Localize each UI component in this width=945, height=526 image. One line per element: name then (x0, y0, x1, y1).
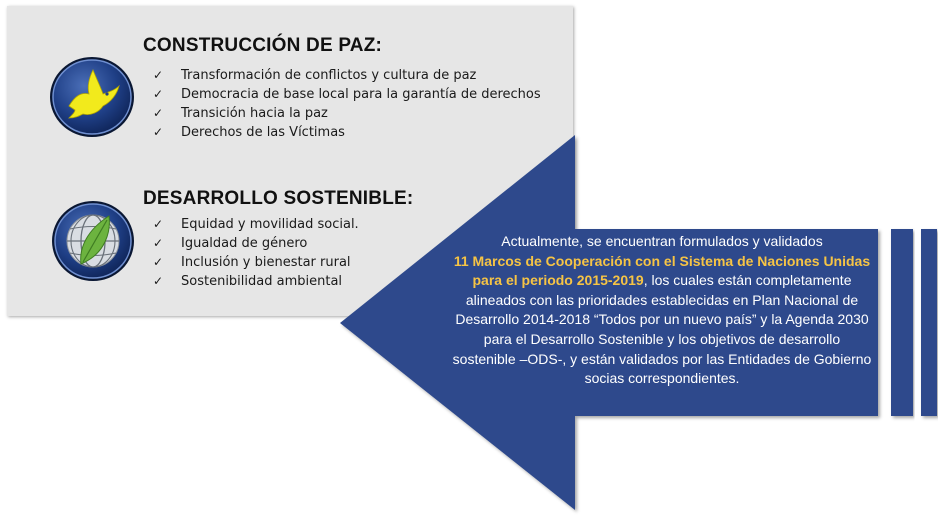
list-item: ✓ Sostenibilidad ambiental (153, 274, 343, 289)
callout-body: , los cuales están completamente alineados con las prioridades establecidas en Plan Nacional de Desarrollo 2014-2018 “Todos por un nuevo país” y la Agenda 2030 para el Desarrollo Sostenible y los objetivos de desarrollo sostenible –ODS-, y están validados por las Entidades de Gobierno socias correspondientes. (452, 272, 872, 387)
list-item: ✓ Equidad y movilidad social. (153, 217, 359, 232)
list-item: ✓ Transición hacia la paz (153, 106, 328, 121)
check-icon: ✓ (153, 87, 164, 101)
check-icon: ✓ (153, 217, 164, 231)
list-item: ✓ Democracia de base local para la garantía de derechos (153, 87, 541, 102)
callout-intro: Actualmente, se encuentran formulados y validados (501, 233, 823, 249)
section-title-development: DESARROLLO SOSTENIBLE: (143, 188, 414, 209)
section-title-peace: CONSTRUCCIÓN DE PAZ: (143, 35, 383, 56)
check-icon: ✓ (153, 274, 164, 288)
list-item: ✓ Inclusión y bienestar rural (153, 255, 351, 270)
callout-text (452, 232, 872, 389)
check-icon: ✓ (153, 106, 164, 120)
check-icon: ✓ (153, 68, 164, 82)
check-icon: ✓ (153, 125, 164, 139)
callout-highlight: 11 Marcos de Cooperación con el Sistema de Naciones Unidas para el periodo 2015-2019 (453, 252, 871, 289)
list-item: ✓ Derechos de las Víctimas (153, 125, 345, 140)
check-icon: ✓ (153, 236, 164, 250)
list-item: ✓ Igualdad de género (153, 236, 308, 251)
check-icon: ✓ (153, 255, 164, 269)
list-item: ✓ Transformación de conflictos y cultura de paz (153, 68, 477, 83)
